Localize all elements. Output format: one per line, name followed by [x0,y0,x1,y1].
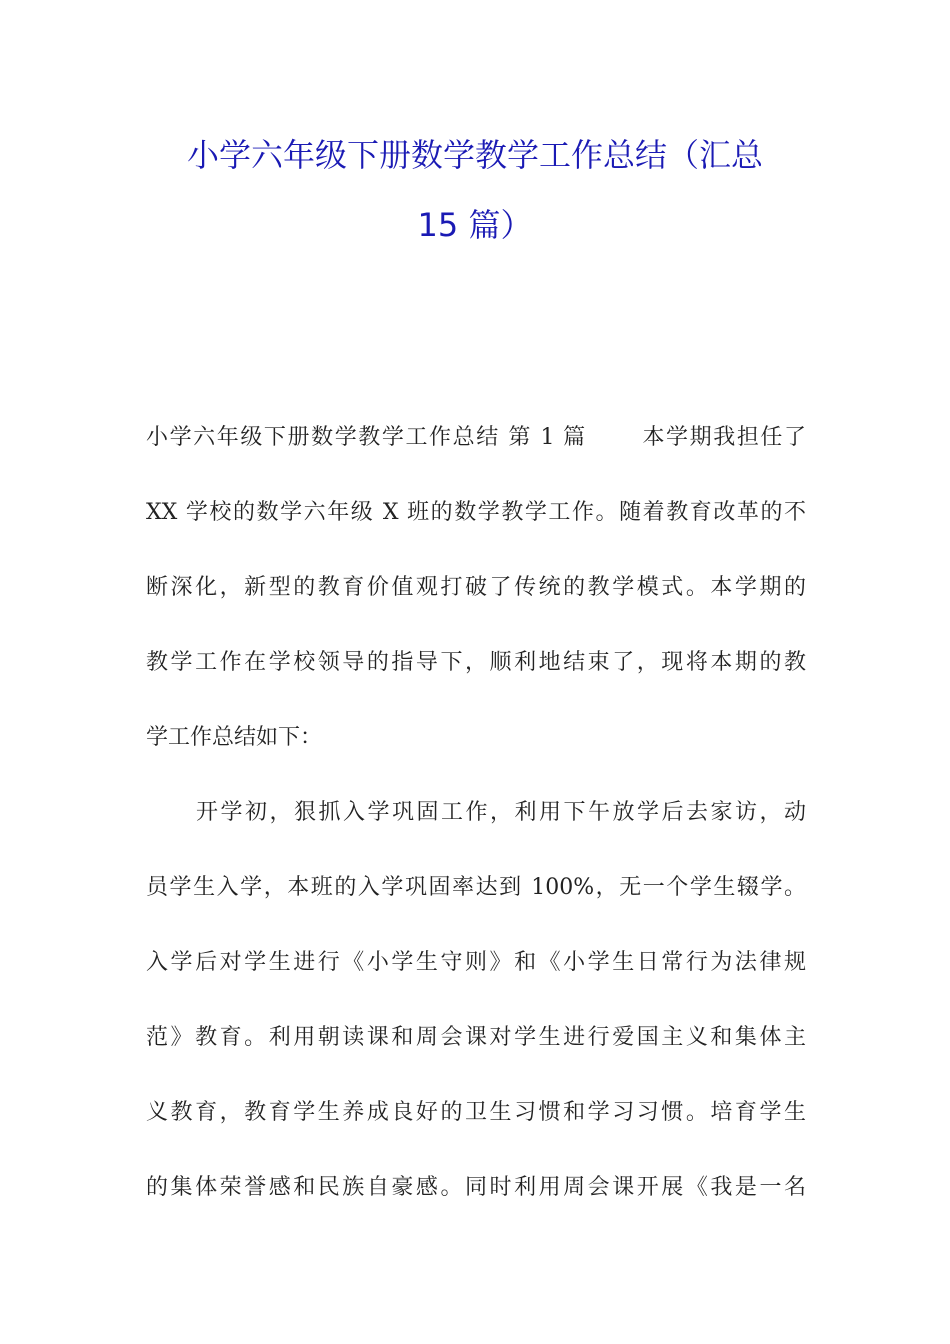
body-line-9: 范》教育。利用朝读课和周会课对学生进行爱国主义和集体主 [146,1025,806,1050]
body-line-8: 入学后对学生进行《小学生守则》和《小学生日常行为法律规 [146,950,806,975]
body-line-7: 员学生入学，本班的入学巩固率达到 100%，无一个学生辍学。 [146,875,806,900]
title-line-1: 小学六年级下册数学教学工作总结（汇总 [186,136,763,174]
document-body [146,400,806,1225]
body-line-11: 的集体荣誉感和民族自豪感。同时利用周会课开展《我是一名 [146,1175,806,1200]
body-line-1: 小学六年级下册数学教学工作总结 第 1 篇 本学期我担任了 [146,425,806,450]
body-line-10: 义教育，教育学生养成良好的卫生习惯和学习习惯。培育学生 [146,1100,806,1125]
body-line-5: 学工作总结如下： [146,725,323,750]
body-line-2: XX 学校的数学六年级 X 班的数学教学工作。随着教育改革的不 [146,500,806,525]
body-line-3: 断深化，新型的教育价值观打破了传统的教学模式。本学期的 [146,575,806,600]
title-line-2: 15 篇） [417,206,533,244]
body-line-4: 教学工作在学校领导的指导下，顺利地结束了，现将本期的教 [146,650,806,675]
document-title [120,120,830,260]
body-line-6: 开学初，狠抓入学巩固工作，利用下午放学后去家访，动 [196,800,806,825]
